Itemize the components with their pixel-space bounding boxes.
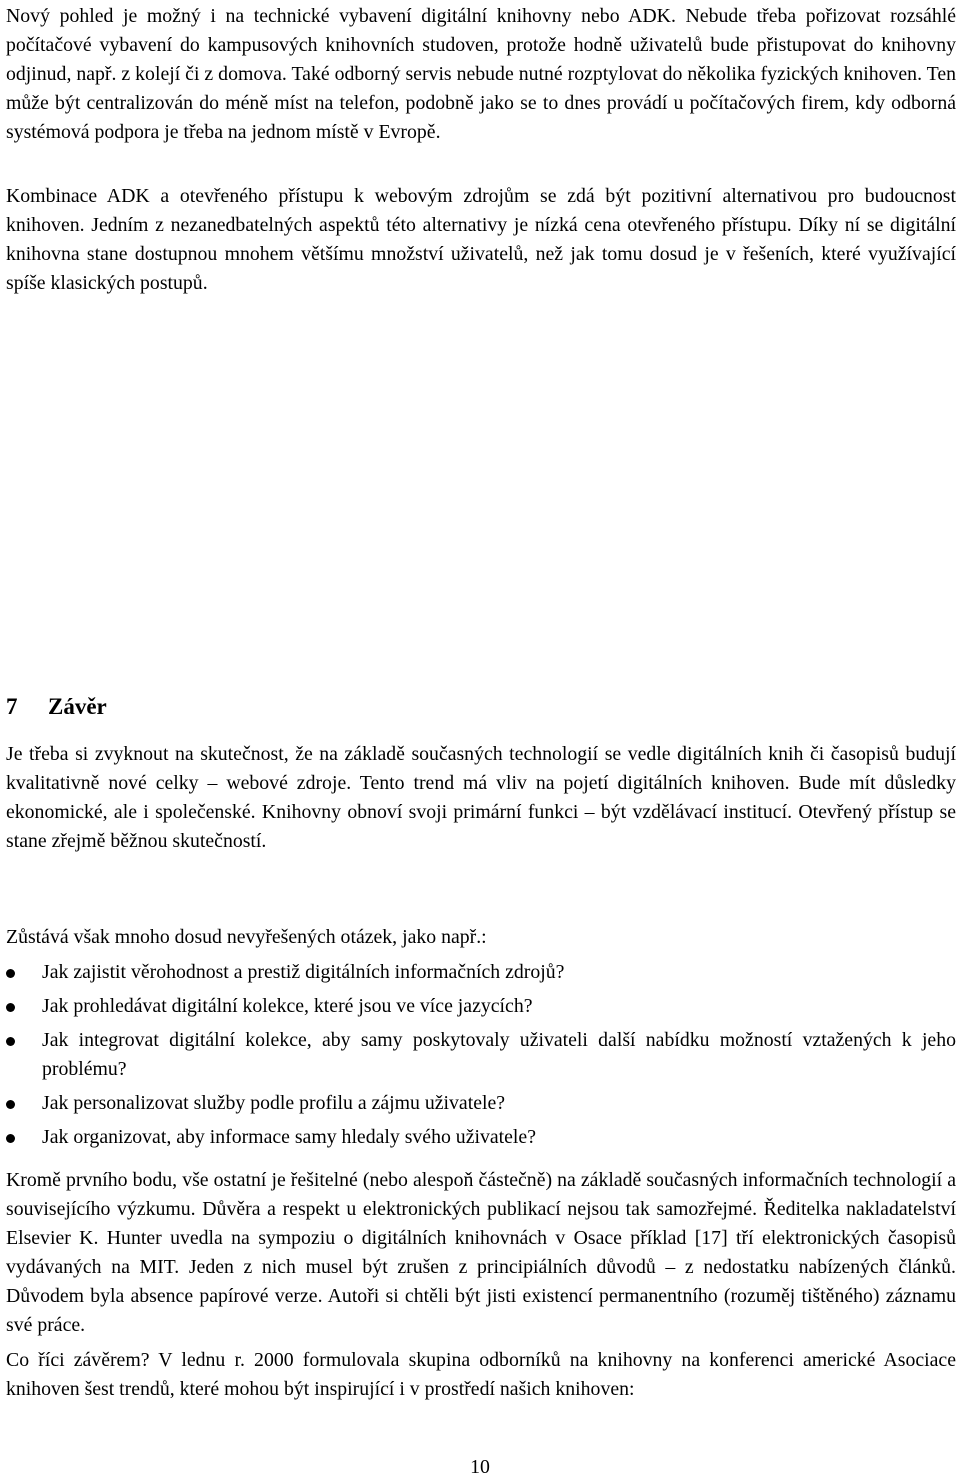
page-number: 10 bbox=[470, 1456, 490, 1478]
section-heading bbox=[6, 692, 107, 722]
paragraph-open-questions: Zůstává však mnoho dosud nevyřešených otázek, jako např.: bbox=[6, 926, 487, 948]
bullet-icon bbox=[6, 1134, 15, 1143]
list-item: Jak zajistit věrohodnost a prestiž digitálních informačních zdrojů? bbox=[6, 958, 956, 987]
section-number: 7 bbox=[6, 694, 18, 719]
paragraph-conclusion-intro: Je třeba si zvyknout na skutečnost, že na základě současných technologií se vedle digitálních knih či časopisů budují kvalitativně nové celky – webové zdroje. Tento trend má vliv na pojetí digitálních knihoven. Bude mít důsledky ekonomické, ale i společenské. Knihovny obnoví svoji primární funkci – být vzdělávací institucí. Otevřený přístup se stane zřejmě běžnou skutečností. bbox=[6, 743, 956, 852]
list-item: Jak personalizovat služby podle profilu a zájmu uživatele? bbox=[6, 1089, 956, 1118]
questions-list bbox=[6, 958, 956, 1152]
bullet-icon bbox=[6, 1100, 15, 1109]
paragraph-adk-open-access: Kombinace ADK a otevřeného přístupu k webovým zdrojům se zdá být pozitivní alternativou pro budoucnost knihoven. Jedním z nezanedbatelných aspektů této alternativy je nízká cena otevřeného přístupu. Díky ní se digitální knihovna stane dostupnou mnohem většímu množství uživatelů, než jak tomu dosud je v řešeních, které využívající spíše klasických postupů. bbox=[6, 185, 956, 294]
list-item: Jak prohledávat digitální kolekce, které jsou ve více jazycích? bbox=[6, 992, 956, 1021]
bullet-icon bbox=[6, 969, 15, 978]
paragraph-trends-intro: Co říci závěrem? V lednu r. 2000 formulovala skupina odborníků na knihovny na konferenci americké Asociace knihoven šest trendů, které mohou být inspirující i v prostředí našich knihoven: bbox=[6, 1349, 956, 1400]
bullet-icon bbox=[6, 1003, 15, 1012]
section-title: Závěr bbox=[48, 694, 107, 719]
paragraph-technical-equipment: Nový pohled je možný i na technické vybavení digitální knihovny nebo ADK. Nebude třeba pořizovat rozsáhlé počítačové vybavení do kampusových knihovních studoven, protože hodně uživatelů bude přistupovat do knihovny odjinud, např. z kolejí či z domova. Také odborný servis nebude nutné rozptylovat do několika fyzických knihoven. Ten může být centralizován do méně míst na telefon, podobně jako se to dnes provádí u počítačových firem, kdy odborná systémová podpora je třeba na jednom místě v Evropě. bbox=[6, 5, 956, 143]
bullet-icon bbox=[6, 1037, 15, 1046]
paragraph-trust-respect: Kromě prvního bodu, vše ostatní je řešitelné (nebo alespoň částečně) na základě současných informačních technologií a souvisejícího výzkumu. Důvěra a respekt u elektronických publikací nejsou tak samozřejmé. Ředitelka nakladatelství Elsevier K. Hunter uvedla na sympoziu o digitálních knihovnách v Osace příklad [17] tří elektronických časopisů vydávaných na MIT. Jeden z nich musel být zrušen z principiálních důvodů – z nedostatku nabízených článků. Důvodem byla absence papírové verze. Autoři si chtěli být jisti existencí permanentního (rozuměj tištěného) záznamu své práce. bbox=[6, 1169, 956, 1336]
list-item: Jak integrovat digitální kolekce, aby samy poskytovaly uživateli další nabídku možností vztažených k jeho problému? bbox=[6, 1026, 956, 1084]
list-item: Jak organizovat, aby informace samy hledaly svého uživatele? bbox=[6, 1123, 956, 1152]
